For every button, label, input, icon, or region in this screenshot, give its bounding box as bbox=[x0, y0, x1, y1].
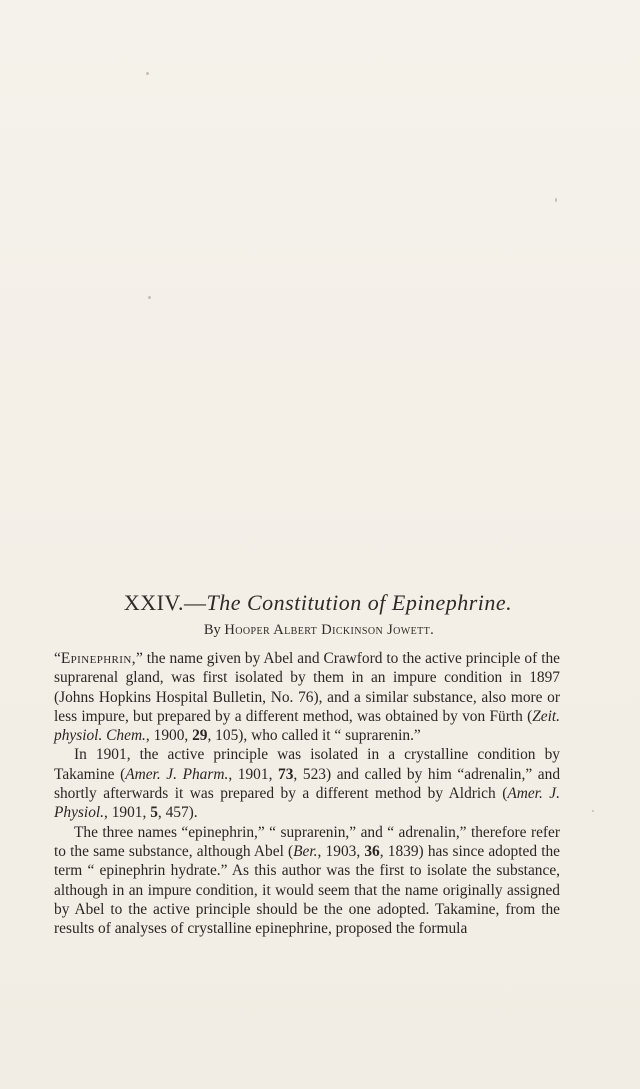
byline bbox=[78, 622, 560, 639]
lead-word: Epinephrin, bbox=[60, 650, 136, 667]
title-dash: — bbox=[183, 590, 207, 615]
paragraph-3 bbox=[54, 823, 560, 939]
article bbox=[54, 590, 560, 938]
paragraph-1 bbox=[54, 649, 560, 745]
p2-citation-journal-2: Amer. J. Physiol. bbox=[54, 785, 560, 822]
paper-speck bbox=[555, 198, 557, 202]
paragraph-2 bbox=[54, 745, 560, 822]
p2-text-2: , 1901, bbox=[228, 765, 279, 783]
paper-speck bbox=[148, 296, 151, 299]
p1-text-1: ” the name given by Abel and Crawford to the active principle of the suprarenal gland, was first isolated by them in an impure condition in 1897 (Johns Hopkins Hospital Bulletin, No. 76), and a similar substance, also more or less impure, but prepared by a different method, was obtained by von Fürth ( bbox=[54, 650, 560, 725]
paper-speck bbox=[146, 72, 149, 75]
p1-citation-volume: 29 bbox=[192, 727, 208, 745]
p2-citation-volume-1: 73 bbox=[278, 765, 294, 783]
p1-text-2: , 1900, bbox=[145, 727, 193, 745]
p3-text-2: , 1903, bbox=[317, 842, 365, 860]
p2-citation-journal-1: Amer. J. Pharm. bbox=[125, 765, 229, 783]
p1-citation-journal: Zeit. physiol. Chem. bbox=[54, 707, 560, 745]
p3-citation-journal: Ber. bbox=[293, 842, 318, 860]
open-quote: “ bbox=[54, 650, 61, 667]
title-text: The Constitution of Epinephrine. bbox=[206, 590, 513, 615]
byline-prefix: By bbox=[203, 622, 221, 638]
article-title bbox=[76, 590, 560, 616]
paper-speck bbox=[592, 810, 594, 812]
p1-text-3: , 105), who called it “ suprarenin.” bbox=[207, 727, 421, 745]
p3-text-3: , 1839) has since adopted the term “ epinephrin hydrate.” As this author was the first to isolate the substance, although in an impure condition, it would seem that the name originally assigned by Abel to the active principle should be the one adopted. Takamine, from the results of analyses of crystalline epinephrine, proposed the formula bbox=[54, 842, 561, 938]
p2-citation-volume-2: 5 bbox=[150, 804, 158, 822]
p3-text-1: The three names “epinephrin,” “ suprarenin,” and “ adrenalin,” therefore refer to the same substance, although Abel ( bbox=[54, 823, 560, 860]
p2-text-5: , 457). bbox=[157, 804, 198, 822]
p3-citation-volume: 36 bbox=[364, 842, 380, 860]
p2-text-3: , 523) and called by him “adrenalin,” and shortly afterwards it was prepared by a different method by Aldrich ( bbox=[54, 765, 561, 803]
author-name: Hooper Albert Dickinson Jowett. bbox=[224, 622, 435, 638]
p2-text-1: In 1901, the active principle was isolated in a crystalline condition by Takamine ( bbox=[54, 746, 560, 783]
article-number: XXIV. bbox=[123, 590, 184, 615]
p2-text-4: , 1901, bbox=[104, 804, 151, 822]
